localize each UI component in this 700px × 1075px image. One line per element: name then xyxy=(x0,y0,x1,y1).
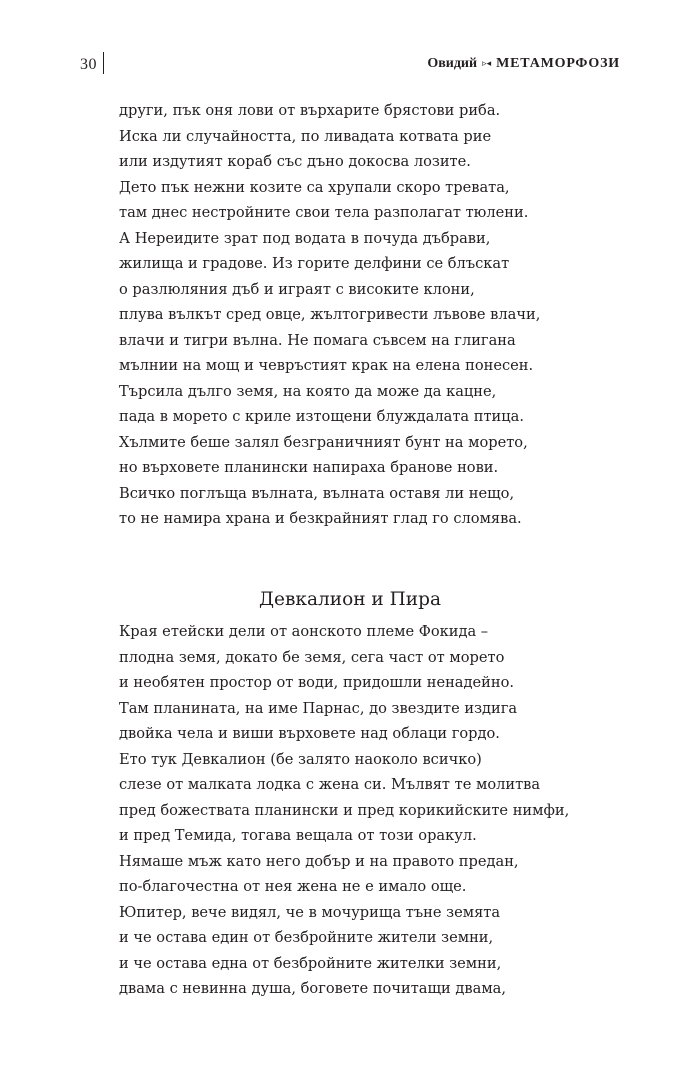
running-head xyxy=(80,50,620,76)
poem-line: но върховете планински напираха бранове нови. xyxy=(119,459,499,476)
poem-line: пред божествата планински и пред корикийските нимфи, xyxy=(119,801,570,819)
poem-line: жилища и градове. Из горите делфини се блъскат xyxy=(119,255,510,272)
page-number: 30 xyxy=(80,56,97,73)
poem-line: Юпитер, вече видял, че в мочурища тъне земята xyxy=(119,903,501,921)
poem-line: Ето тук Девкалион (бе залято наоколо всичко) xyxy=(119,750,482,768)
poem-line: по-благочестна от нея жена не е имало още. xyxy=(119,878,467,895)
poem-line: двама с невинна душа, боговете почитащи двама, xyxy=(119,980,507,997)
header-title xyxy=(427,56,620,72)
poem-stanza-before xyxy=(119,98,639,532)
poem-line: други, пък оня лови от върхарите брястови риба. xyxy=(119,102,501,119)
section-title: Девкалион и Пира xyxy=(259,589,441,610)
poem-line: слезе от малката лодка с жена си. Мълвят те молитва xyxy=(119,776,541,793)
poem-line: Края етейски дели от аонското племе Фокида – xyxy=(119,623,489,640)
poem-line: Там планината, на име Парнас, до звездите издига xyxy=(119,699,518,717)
poem-line: то не намира храна и безкрайният глад го сломява. xyxy=(119,510,522,527)
header-separator-icon: ▹◂ xyxy=(482,58,492,68)
poem-line: и че остава една от безбройните жителки земни, xyxy=(119,954,502,972)
poem-line: Търсила дълго земя, на която да може да кацне, xyxy=(119,382,497,400)
poem-line: там днес нестройните свои тела разполагат тюлени. xyxy=(119,204,529,221)
poem-line: или издутият кораб със дъно докосва лозите. xyxy=(119,153,471,170)
poem-line: пада в морето с криле изтощени блуждалата птица. xyxy=(119,408,525,425)
poem-line: Дето пък нежни козите са хрупали скоро тревата, xyxy=(119,178,510,196)
poem-line: плува вълкът сред овце, жълтогривести лъвове влачи, xyxy=(119,306,541,323)
poem-line: плодна земя, докато бе земя, сега част от морето xyxy=(119,648,505,666)
poem-line: и необятен простор от води, придошли ненадейно. xyxy=(119,674,515,691)
poem-line: Всичко поглъща вълната, вълната оставя ли нещо, xyxy=(119,484,515,502)
header-divider xyxy=(103,52,104,74)
poem-line: о разлюляния дъб и играят с високите клони, xyxy=(119,280,475,298)
header-book-title: МЕТАМОРФОЗИ xyxy=(496,56,620,71)
poem-line: Иска ли случайността, по ливадата котвата рие xyxy=(119,127,492,145)
header-author: Овидий xyxy=(427,56,478,71)
poem-line: Хълмите беше залял безграничният бунт на морето, xyxy=(119,433,528,451)
poem-line: и пред Темида, тогава вещала от този оракул. xyxy=(119,827,477,844)
poem-line: Нямаше мъж като него добър и на правото предан, xyxy=(119,852,519,870)
poem-line: мълнии на мощ и чевръстият крак на елена понесен. xyxy=(119,357,534,374)
poem-line: А Нереидите зрат под водата в почуда дъбрави, xyxy=(119,229,491,247)
poem-line: и че остава един от безбройните жители земни, xyxy=(119,929,494,946)
poem-line: двойка чела и виши върховете над облаци гордо. xyxy=(119,725,500,742)
poem-line: влачи и тигри вълна. Не помага съвсем на глигана xyxy=(119,331,516,349)
poem-stanza-after xyxy=(119,619,639,1002)
